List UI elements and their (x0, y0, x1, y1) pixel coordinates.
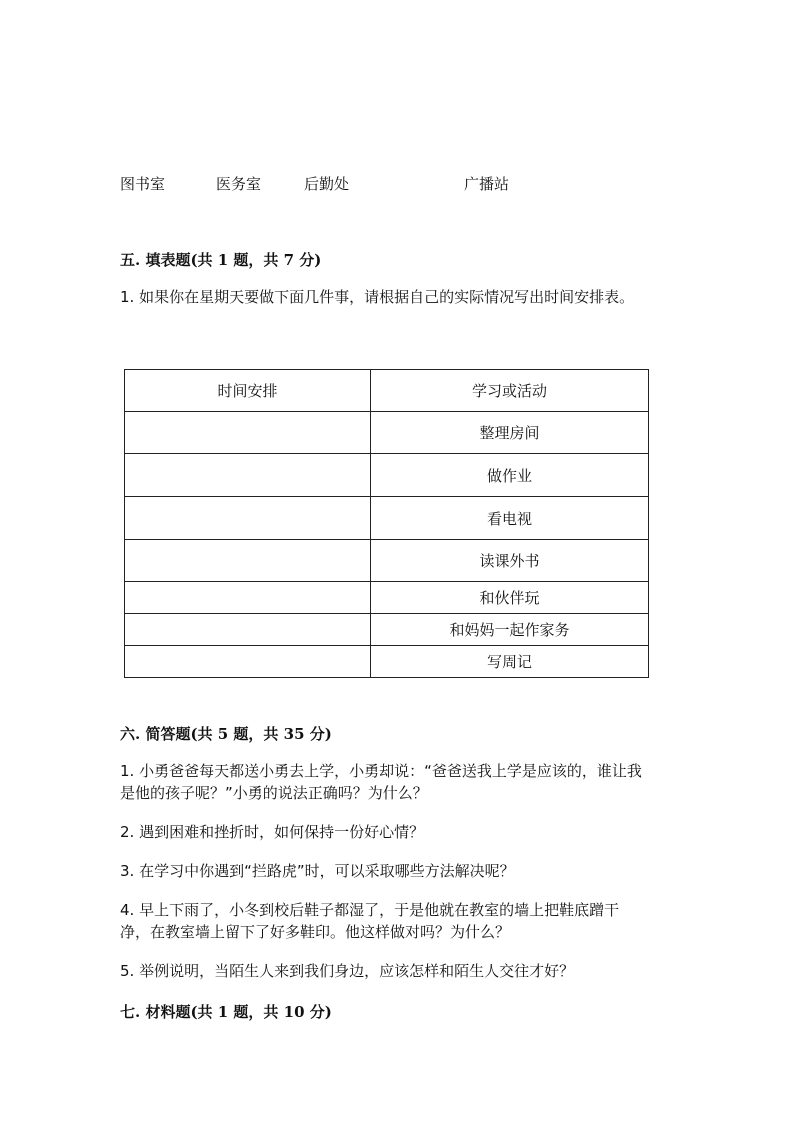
place-logistics: 后勤处 (304, 175, 350, 193)
question-line: 1. 小勇爸爸每天都送小勇去上学，小勇却说：“爸爸送我上学是应该的，谁让我 (120, 762, 642, 780)
place-clinic: 医务室 (216, 175, 262, 193)
activity-cell: 整理房间 (371, 412, 649, 454)
table-row (125, 540, 649, 582)
place-library: 图书室 (120, 175, 166, 193)
question-line: 是他的孩子呢？”小勇的说法正确吗？为什么？ (120, 784, 428, 802)
section-heading: 六. 简答题(共 5 题，共 35 分) (120, 725, 332, 743)
activity-cell: 和妈妈一起作家务 (371, 614, 649, 646)
question-text: 3. 在学习中你遇到“拦路虎”时，可以采取哪些方法解决呢？ (120, 862, 515, 880)
question-text (120, 760, 642, 804)
place-broadcast: 广播站 (464, 175, 510, 193)
question-text: 1. 如果你在星期天要做下面几件事，请根据自己的实际情况写出时间安排表。 (120, 288, 635, 306)
section-heading: 七. 材料题(共 1 题，共 10 分) (120, 1003, 332, 1021)
column-header: 学习或活动 (371, 370, 649, 412)
time-cell[interactable] (125, 497, 371, 540)
table-row (125, 412, 649, 454)
activity-cell: 做作业 (371, 454, 649, 497)
table-header-row (125, 370, 649, 412)
table-row (125, 646, 649, 678)
table-row (125, 497, 649, 540)
question-text (120, 899, 619, 943)
question-line: 4. 早上下雨了，小冬到校后鞋子都湿了，于是他就在教室的墙上把鞋底蹭干 (120, 901, 620, 919)
time-cell[interactable] (125, 582, 371, 614)
question-text: 5. 举例说明，当陌生人来到我们身边，应该怎样和陌生人交往才好？ (120, 962, 575, 980)
activity-cell: 读课外书 (371, 540, 649, 582)
question-line: 净，在教室墙上留下了好多鞋印。他这样做对吗？为什么？ (120, 923, 511, 941)
time-cell[interactable] (125, 454, 371, 497)
question-text: 2. 遇到困难和挫折时，如何保持一份好心情？ (120, 823, 425, 841)
table-row (125, 614, 649, 646)
activity-cell: 和伙伴玩 (371, 582, 649, 614)
time-cell[interactable] (125, 614, 371, 646)
activity-cell: 看电视 (371, 497, 649, 540)
table-row (125, 582, 649, 614)
column-header: 时间安排 (125, 370, 371, 412)
time-cell[interactable] (125, 540, 371, 582)
table-row (125, 454, 649, 497)
schedule-table (124, 369, 649, 678)
activity-cell: 写周记 (371, 646, 649, 678)
section-heading: 五. 填表题(共 1 题，共 7 分) (120, 251, 322, 269)
time-cell[interactable] (125, 646, 371, 678)
time-cell[interactable] (125, 412, 371, 454)
